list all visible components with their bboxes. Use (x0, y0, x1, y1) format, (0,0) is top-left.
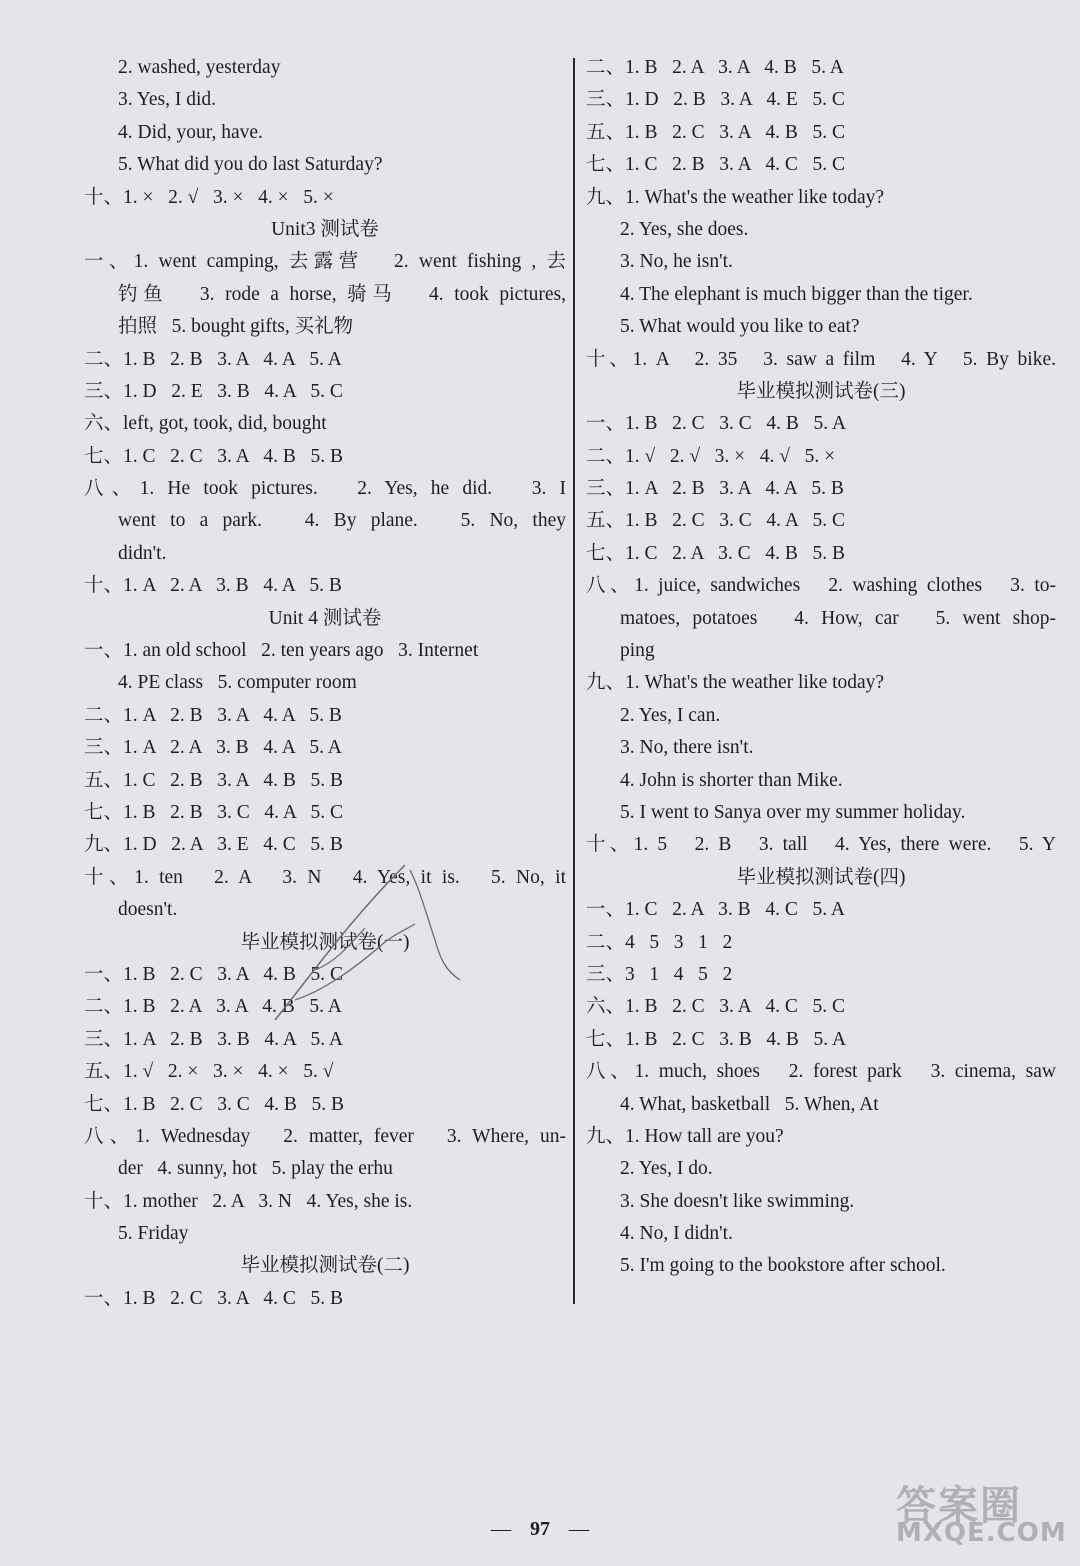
answer-line: 七、1. B 2. C 3. B 4. B 5. A (586, 1028, 847, 1050)
answer-line: 三、3 1 4 5 2 (586, 963, 733, 985)
answer-line: 一、1. went camping, 去露营 2. went fishing , 去 (84, 251, 566, 273)
answer-line: 三、1. D 2. E 3. B 4. A 5. C (84, 380, 343, 402)
page-number-dash-left: — (491, 1518, 511, 1540)
answer-line: Unit 4 测试卷 (268, 607, 382, 629)
watermark-main-text: 答案圈 (896, 1483, 1022, 1529)
answer-line: 一、1. B 2. C 3. A 4. B 5. C (84, 963, 343, 985)
answer-line: 二、1. A 2. B 3. A 4. A 5. B (84, 704, 342, 726)
answer-line: 三、1. A 2. B 3. B 4. A 5. A (84, 1028, 343, 1050)
answer-line: 5. Friday (118, 1223, 189, 1245)
answer-line: 5. What did you do last Saturday? (118, 154, 383, 176)
answer-line: 十、1. mother 2. A 3. N 4. Yes, she is. (84, 1190, 413, 1212)
answer-line: 4. John is shorter than Mike. (620, 769, 843, 791)
answer-line: 二、1. B 2. B 3. A 4. A 5. A (84, 348, 342, 370)
answer-line: didn't. (118, 542, 167, 564)
answer-line: 3. No, he isn't. (620, 251, 733, 273)
answer-line: 七、1. C 2. A 3. C 4. B 5. B (586, 542, 845, 564)
answer-line: 二、1. √ 2. √ 3. × 4. √ 5. × (586, 445, 836, 467)
answer-line: 三、1. D 2. B 3. A 4. E 5. C (586, 89, 845, 111)
answer-line: 4. PE class 5. computer room (118, 672, 357, 694)
answer-line: 六、left, got, took, did, bought (84, 413, 327, 435)
answer-line: 4. No, I didn't. (620, 1223, 733, 1245)
answer-line: 七、1. C 2. C 3. A 4. B 5. B (84, 445, 343, 467)
answer-line: 毕业模拟测试卷(四) (736, 866, 906, 888)
answer-line: 三、1. A 2. A 3. B 4. A 5. A (84, 737, 342, 759)
answer-line: 一、1. B 2. C 3. A 4. C 5. B (84, 1287, 343, 1309)
answer-line: 十、1. 5 2. B 3. tall 4. Yes, there were. 5. Y (586, 834, 1056, 856)
answer-line: 十、1. A 2. 35 3. saw a film 4. Y 5. By bike. (586, 348, 1056, 370)
answer-line: ping (620, 640, 655, 662)
answer-line: 七、1. C 2. B 3. A 4. C 5. C (586, 154, 845, 176)
answer-line: 三、1. A 2. B 3. A 4. A 5. B (586, 478, 844, 500)
answer-line: doesn't. (118, 899, 178, 921)
answer-line: 4. The elephant is much bigger than the tiger. (620, 283, 973, 305)
answer-line: 5. What would you like to eat? (620, 316, 860, 338)
answer-line: 八、1. He took pictures. 2. Yes, he did. 3. I (84, 478, 566, 500)
answer-line: 七、1. B 2. C 3. C 4. B 5. B (84, 1093, 345, 1115)
answer-line: 4. What, basketball 5. When, At (620, 1093, 879, 1115)
answer-line: 5. I'm going to the bookstore after school. (620, 1255, 946, 1277)
answer-line: 九、1. D 2. A 3. E 4. C 5. B (84, 834, 343, 856)
answer-line: matoes, potatoes 4. How, car 5. went shop- (620, 607, 1056, 629)
watermark-url-text: MXQE.COM (896, 1518, 1067, 1548)
answer-line: 4. Did, your, have. (118, 121, 263, 143)
answer-line: 5. I went to Sanya over my summer holiday. (620, 801, 966, 823)
answer-line: 九、1. What's the weather like today? (586, 672, 885, 694)
page-number-value: 97 (530, 1518, 550, 1540)
answer-line: der 4. sunny, hot 5. play the erhu (118, 1158, 393, 1180)
answer-line: 2. Yes, I do. (620, 1158, 713, 1180)
answer-line: 3. No, there isn't. (620, 737, 754, 759)
answer-line: 毕业模拟测试卷(三) (736, 380, 906, 402)
answer-line: 3. Yes, I did. (118, 89, 217, 111)
answer-line: 二、4 5 3 1 2 (586, 931, 733, 953)
answer-line: 九、1. How tall are you? (586, 1125, 784, 1147)
pencil-scribble-mark (255, 850, 475, 1040)
answer-line: 毕业模拟测试卷(一) (240, 931, 410, 953)
answer-line: 十、1. A 2. A 3. B 4. A 5. B (84, 575, 342, 597)
column-divider (573, 58, 575, 1304)
answer-line: 3. She doesn't like swimming. (620, 1190, 855, 1212)
answer-line: 七、1. B 2. B 3. C 4. A 5. C (84, 801, 343, 823)
answer-line: 2. washed, yesterday (118, 57, 281, 78)
answer-line: 二、1. B 2. A 3. A 4. B 5. A (84, 996, 342, 1018)
answer-line: 2. Yes, she does. (620, 218, 749, 240)
answer-line: 十、1. ten 2. A 3. N 4. Yes, it is. 5. No, it (84, 866, 566, 888)
answer-line: 一、1. C 2. A 3. B 4. C 5. A (586, 899, 845, 921)
answer-line: Unit3 测试卷 (271, 218, 379, 240)
answer-line: 毕业模拟测试卷(二) (240, 1255, 410, 1277)
answer-line: 五、1. √ 2. × 3. × 4. × 5. √ (84, 1061, 334, 1083)
left-answer-column (84, 52, 566, 1315)
answer-line: 六、1. B 2. C 3. A 4. C 5. C (586, 996, 845, 1018)
answer-line: 五、1. B 2. C 3. C 4. A 5. C (586, 510, 845, 532)
answer-line: 一、1. B 2. C 3. C 4. B 5. A (586, 413, 847, 435)
site-watermark-logo (896, 1474, 1066, 1546)
answer-line: 拍照 5. bought gifts, 买礼物 (118, 316, 354, 338)
answer-line: 一、1. an old school 2. ten years ago 3. Internet (84, 640, 479, 662)
answer-line: 五、1. B 2. C 3. A 4. B 5. C (586, 121, 845, 143)
answer-line: 九、1. What's the weather like today? (586, 186, 885, 208)
answer-line: 八、1. juice, sandwiches 2. washing clothes 3. to- (586, 575, 1056, 597)
answer-line: 十、1. × 2. √ 3. × 4. × 5. × (84, 186, 334, 208)
answer-line: went to a park. 4. By plane. 5. No, they (118, 510, 566, 532)
answer-line: 五、1. C 2. B 3. A 4. B 5. B (84, 769, 343, 791)
right-answer-column (586, 52, 1056, 1283)
page-number-dash-right: — (569, 1518, 589, 1540)
answer-line: 八、1. much, shoes 2. forest park 3. cinema, saw (586, 1061, 1056, 1083)
answer-line: 二、1. B 2. A 3. A 4. B 5. A (586, 57, 844, 78)
answer-line: 2. Yes, I can. (620, 704, 721, 726)
answer-line: 八、1. Wednesday 2. matter, fever 3. Where, un- (84, 1125, 566, 1147)
answer-line: 钓鱼 3. rode a horse, 骑马 4. took pictures, (118, 283, 566, 305)
